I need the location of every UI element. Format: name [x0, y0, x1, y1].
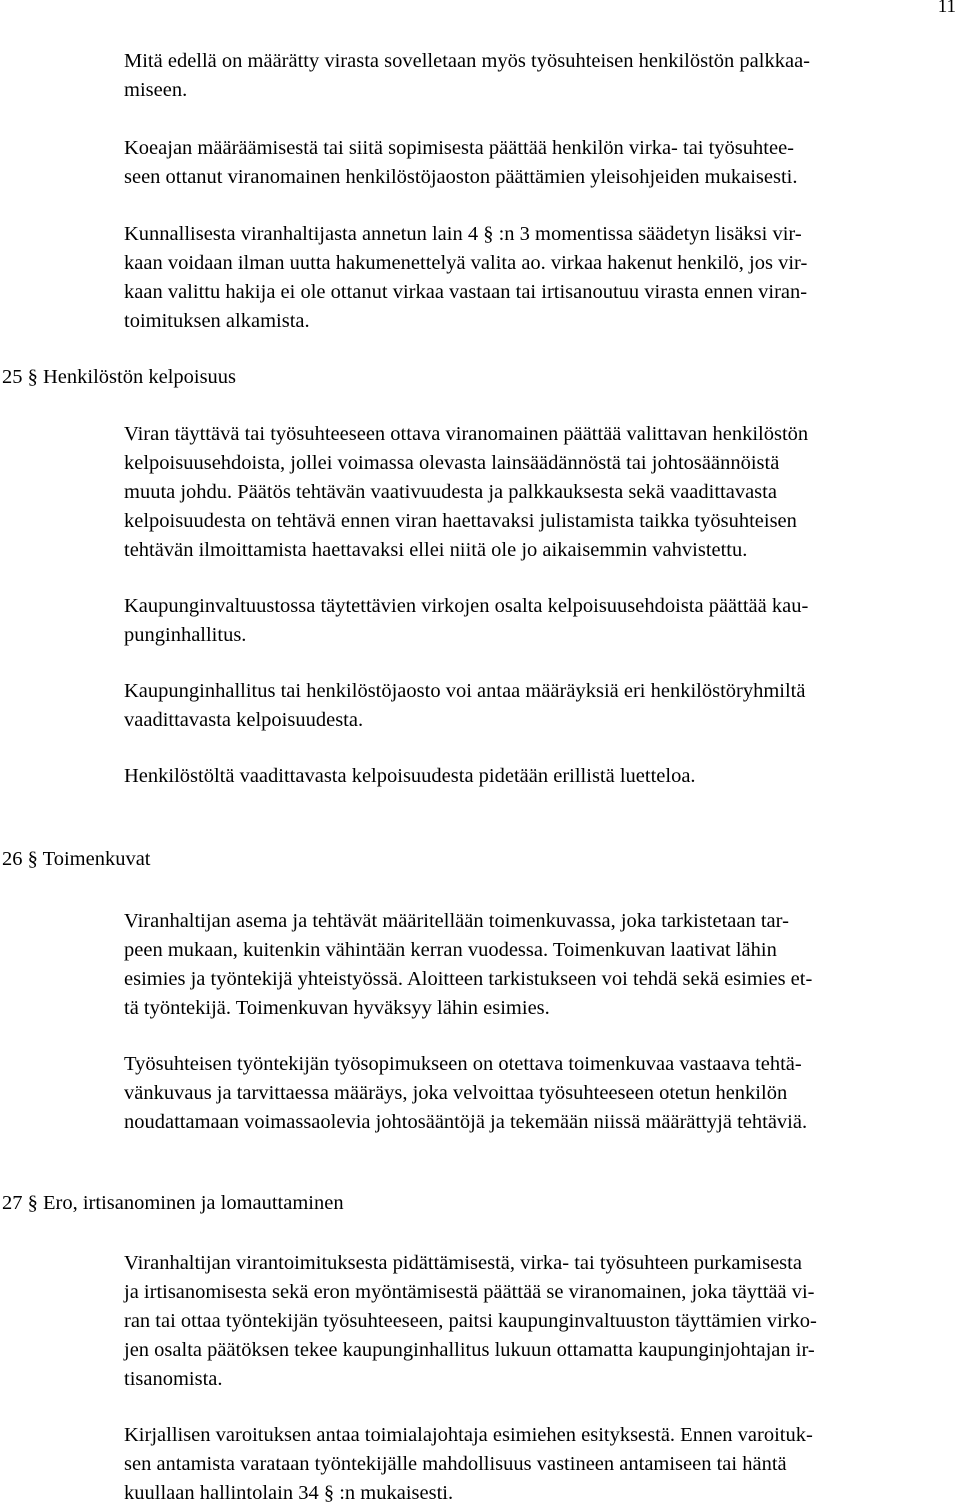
text-line: tisanomista. [124, 1368, 223, 1390]
section-heading-26: 26 § Toimenkuvat [2, 848, 151, 870]
section-25-paragraph-2 [124, 592, 954, 650]
text-line: tehtävän ilmoittamista haettavaksi ellei niitä ole jo aikaisemmin vahvistettu. [124, 539, 748, 561]
text-line: Työsuhteisen työntekijän työsopimukseen on otettava toimenkuvaa vastaava tehtä- [124, 1053, 802, 1075]
text-line: Kaupunginhallitus tai henkilöstöjaosto voi antaa määräyksiä eri henkilöstöryhmiltä [124, 680, 806, 702]
section-25-paragraph-1 [124, 420, 954, 565]
text-line: Koeajan määräämisestä tai siitä sopimisesta päättää henkilön virka- tai työsuhtee- [124, 137, 795, 159]
text-line: Kaupunginvaltuustossa täytettävien virkojen osalta kelpoisuusehdoista päättää kau- [124, 595, 809, 617]
text-line: vänkuvaus ja tarvittaessa määräys, joka velvoittaa työsuhteeseen otetun henkilön [124, 1082, 788, 1104]
text-line: Viranhaltijan virantoimituksesta pidättämisestä, virka- tai työsuhteen purkamisesta [124, 1252, 802, 1274]
text-line: peen mukaan, kuitenkin vähintään kerran vuodessa. Toimenkuvan laativat lähin [124, 939, 777, 961]
text-line: kelpoisuusehdoista, jollei voimassa olevasta lainsäädännöstä tai johtosäännöistä [124, 452, 780, 474]
section-heading-25: 25 § Henkilöstön kelpoisuus [2, 366, 237, 388]
text-line: punginhallitus. [124, 624, 247, 646]
text-line: kelpoisuudesta on tehtävä ennen viran haettavaksi julistamista taikka työsuhteisen [124, 510, 797, 532]
text-line: noudattamaan voimassaolevia johtosääntöjä ja tekemään niissä määrättyjä tehtäviä. [124, 1111, 808, 1133]
text-line: kaan voidaan ilman uutta hakumenettelyä valita ao. virkaa hakenut henkilö, jos vir- [124, 252, 808, 274]
intro-paragraph-2 [124, 134, 954, 192]
section-25-paragraph-3 [124, 677, 954, 735]
text-line: vaadittavasta kelpoisuudesta. [124, 709, 364, 731]
page-number: 11 [937, 0, 956, 17]
text-line: tä työntekijä. Toimenkuvan hyväksyy lähin esimies. [124, 997, 550, 1019]
section-26-paragraph-1 [124, 907, 954, 1023]
text-line: miseen. [124, 79, 188, 101]
text-line: kuullaan hallintolain 34 § :n mukaisesti. [124, 1482, 454, 1504]
text-line: ran tai ottaa työntekijän työsuhteeseen, paitsi kaupunginvaltuuston täyttämien virko- [124, 1310, 817, 1332]
text-line: Kirjallisen varoituksen antaa toimialajohtaja esimiehen esityksestä. Ennen varoituk- [124, 1424, 813, 1446]
text-line: jen osalta päätöksen tekee kaupunginhallitus lukuun ottamatta kaupunginjohtajan ir- [124, 1339, 815, 1361]
intro-paragraph-3 [124, 220, 954, 336]
text-line: sen antamista varataan työntekijälle mahdollisuus vastineen antamiseen tai häntä [124, 1453, 787, 1475]
text-line: Viranhaltijan asema ja tehtävät määritellään toimenkuvassa, joka tarkistetaan tar- [124, 910, 789, 932]
text-line: ja irtisanomisesta sekä eron myöntämisestä päättää se viranomainen, joka täyttää vi- [124, 1281, 815, 1303]
text-line: esimies ja työntekijä yhteistyössä. Aloitteen tarkistukseen voi tehdä sekä esimies et- [124, 968, 813, 990]
text-line: toimituksen alkamista. [124, 310, 310, 332]
text-line: Kunnallisesta viranhaltijasta annetun lain 4 § :n 3 momentissa säädetyn lisäksi vir- [124, 223, 802, 245]
text-line: Mitä edellä on määrätty virasta sovelletaan myös työsuhteisen henkilöstön palkkaa- [124, 50, 810, 72]
text-line: muuta johdu. Päätös tehtävän vaativuudesta ja palkkauksesta sekä vaadittavasta [124, 481, 777, 503]
section-27-paragraph-2 [124, 1421, 954, 1508]
text-line: seen ottanut viranomainen henkilöstöjaoston päättämien yleisohjeiden mukaisesti. [124, 166, 798, 188]
section-heading-27: 27 § Ero, irtisanominen ja lomauttaminen [2, 1192, 344, 1214]
section-25-paragraph-4 [124, 762, 954, 791]
text-line: kaan valittu hakija ei ole ottanut virkaa vastaan tai irtisanoutuu virasta ennen viran- [124, 281, 808, 303]
intro-paragraph-1 [124, 47, 954, 105]
text-line: Viran täyttävä tai työsuhteeseen ottava viranomainen päättää valittavan henkilöstön [124, 423, 809, 445]
section-27-paragraph-1 [124, 1249, 954, 1394]
section-26-paragraph-2 [124, 1050, 954, 1137]
text-line: Henkilöstöltä vaadittavasta kelpoisuudesta pidetään erillistä luetteloa. [124, 765, 696, 787]
